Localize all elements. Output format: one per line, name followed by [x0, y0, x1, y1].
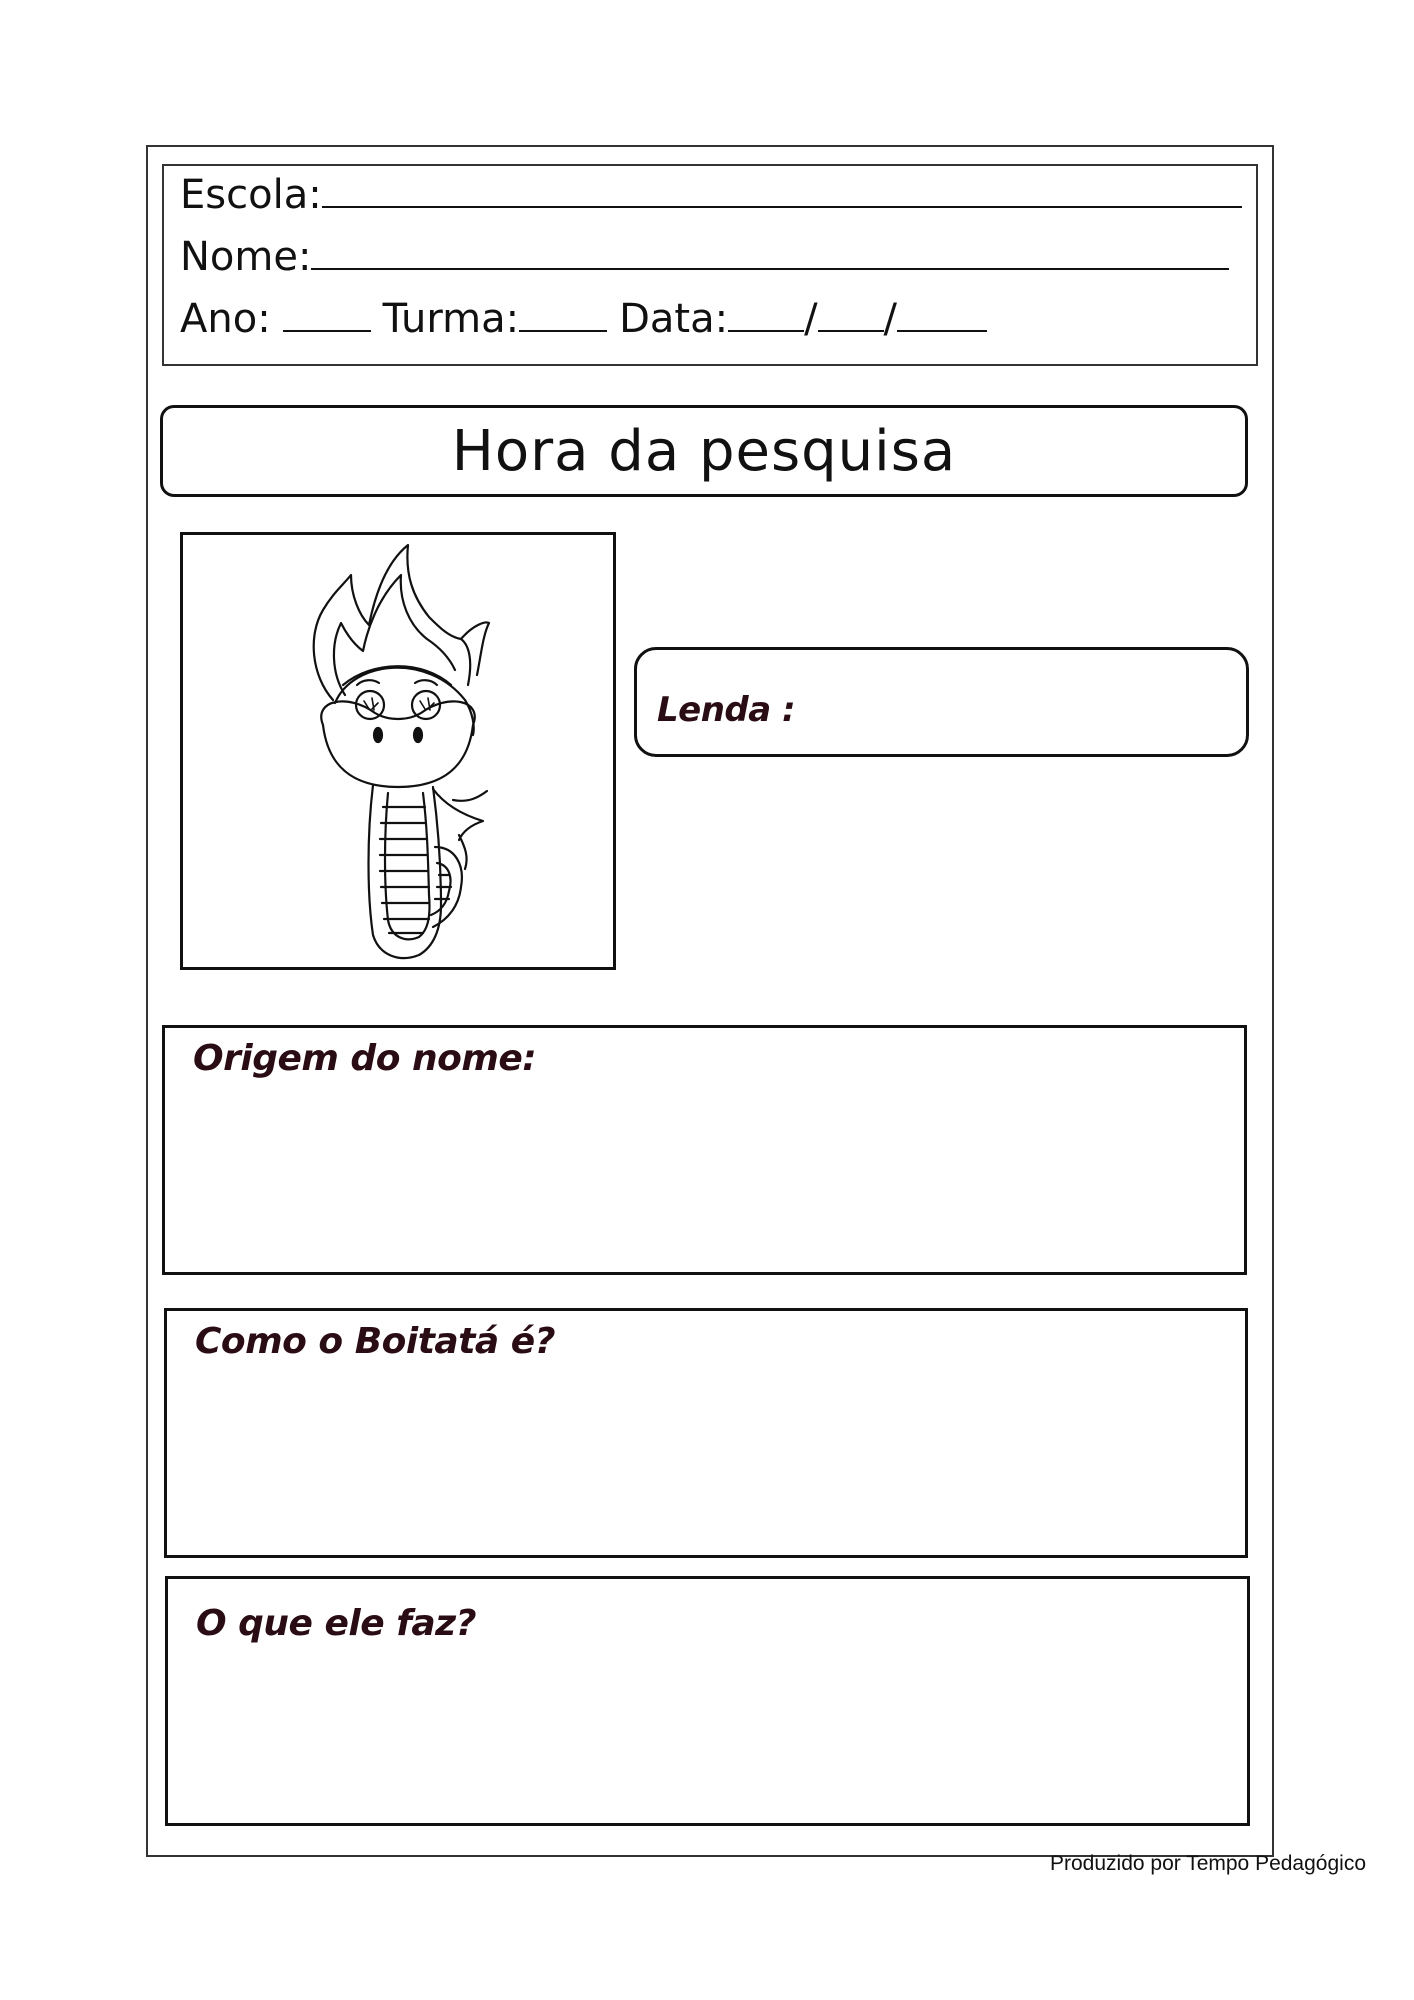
school-line [180, 172, 1242, 218]
boitata-serpent-icon [183, 535, 613, 967]
year-label: Ano: [180, 296, 271, 342]
school-label: Escola: [180, 172, 322, 218]
description-answer-box[interactable] [164, 1308, 1248, 1558]
date-month-blank[interactable] [818, 329, 884, 332]
page-title: Hora da pesquisa [451, 418, 957, 484]
what-it-does-label: O que ele faz? [196, 1603, 476, 1644]
date-separator: / [883, 296, 898, 342]
school-blank[interactable] [322, 205, 1242, 208]
student-info-box [162, 164, 1258, 366]
name-origin-answer-box[interactable] [162, 1025, 1247, 1275]
title-banner [160, 405, 1248, 497]
date-day-blank[interactable] [728, 329, 804, 332]
class-blank[interactable] [519, 329, 607, 332]
date-separator: / [804, 296, 818, 342]
date-label: Data: [619, 296, 729, 342]
what-it-does-answer-box[interactable] [165, 1576, 1250, 1826]
name-origin-label: Origem do nome: [193, 1038, 537, 1079]
name-line [180, 234, 1229, 280]
description-label: Como o Boitatá é? [195, 1321, 556, 1362]
year-blank[interactable] [283, 329, 371, 332]
footer-credit: Produzido por Tempo Pedagógico [1050, 1852, 1366, 1875]
class-label: Turma: [382, 296, 520, 342]
name-blank[interactable] [311, 267, 1229, 270]
illustration-frame [180, 532, 616, 970]
name-label: Nome: [180, 234, 312, 280]
legend-field[interactable] [634, 647, 1249, 757]
year-class-date-line [180, 296, 987, 342]
date-year-blank[interactable] [897, 329, 987, 332]
legend-label: Lenda : [657, 690, 796, 730]
